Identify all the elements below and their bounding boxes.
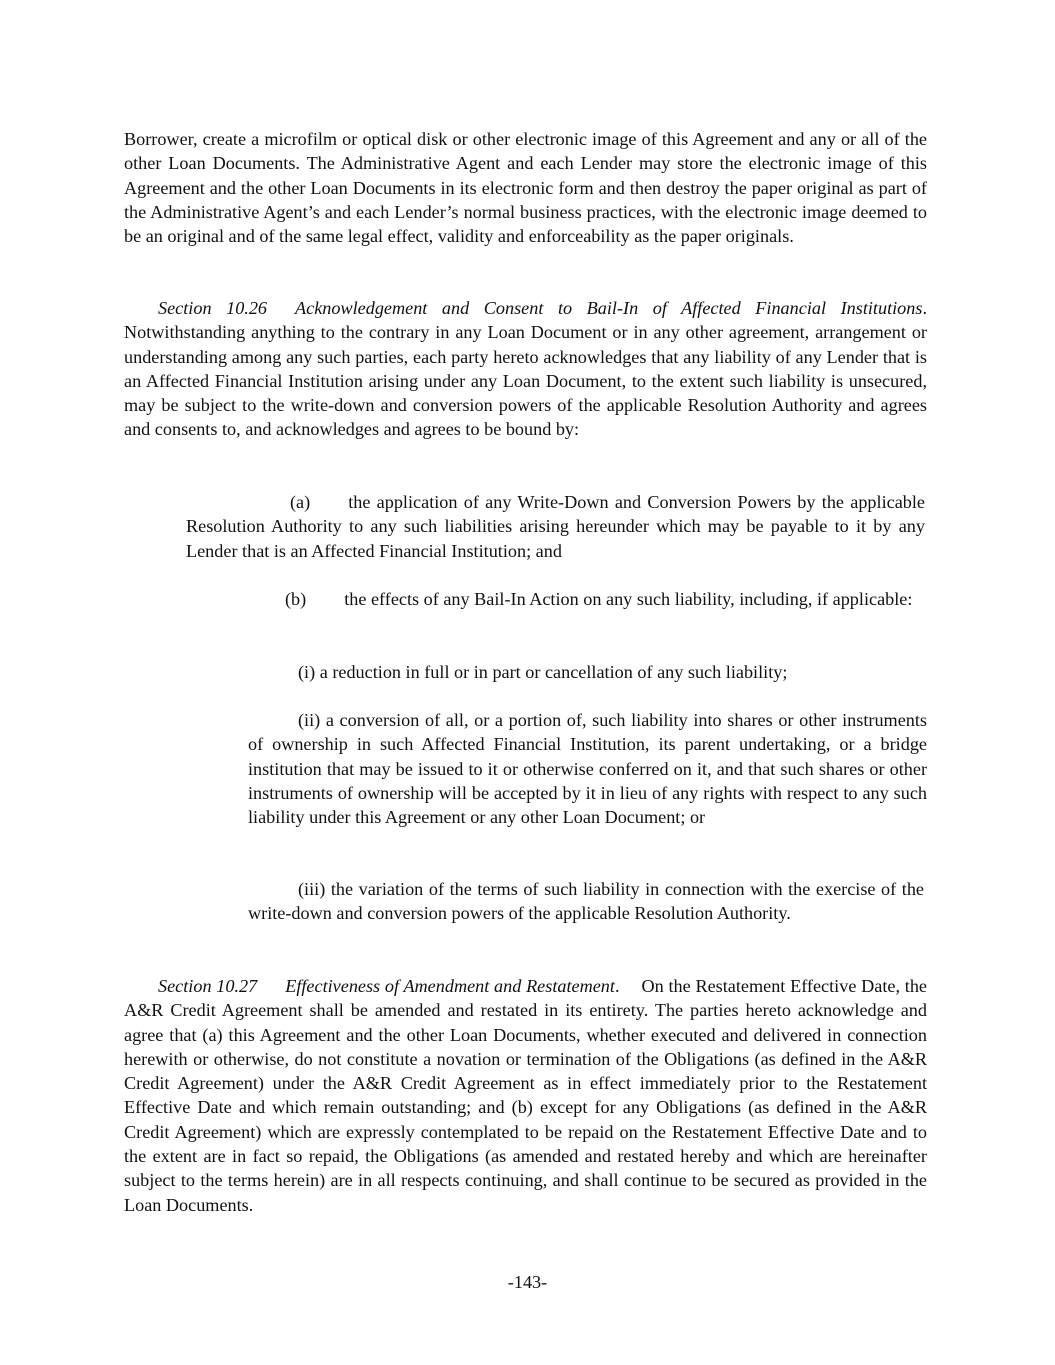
page-number: -143-: [507, 1272, 548, 1292]
continued-paragraph: Borrower, create a microfilm or optical disk or other electronic image of this Agreement and any or all of the other Loan Documents. The Administrative Agent and each Lender may store the electronic image of this Agreement and the other Loan Documents in its electronic form and then destroy the paper original as part of the Administrative Agent’s and each Lender’s normal business practices, with the electronic image deemed to be an original and of the same legal effect, validity and enforceability as the paper originals.: [124, 129, 927, 247]
section-10-27-title-period: .: [614, 976, 620, 996]
section-10-26-title: Acknowledgement and Consent to Bail-In of Affected Financial Institutions: [295, 298, 923, 318]
item-b-text: the effects of any Bail-In Action on any such liability, including, if applicable:: [344, 589, 913, 609]
section-10-27-title: Effectiveness of Amendment and Restatement: [285, 976, 615, 996]
sub-item-i: (i) a reduction in full or in part or cancellation of any such liability;: [298, 662, 788, 682]
sub-item-iii: (iii) the variation of the terms of such liability in connection with the exercise of the write-down and conversion powers of the applicable Resolution Authority.: [248, 879, 924, 924]
sub-item-ii: (ii) a conversion of all, or a portion of, such liability into shares or other instruments of ownership in such Affected Financial Institution, its parent undertaking, or a bridge institution that may be issued to it or otherwise conferred on it, and that such shares or other instruments of ownership will be accepted by it in lieu of any rights with respect to any such liability under this Agreement or any other Loan Document; or: [248, 710, 927, 828]
item-a-paragraph: [186, 490, 925, 563]
section-10-27-paragraph: [124, 974, 927, 1217]
item-b-paragraph: [186, 587, 925, 611]
section-10-27-label: Section 10.27: [158, 976, 258, 996]
section-10-26-title-period: .: [922, 298, 927, 318]
item-a-marker: (a): [290, 492, 311, 512]
section-10-26-label: Section 10.26: [158, 298, 268, 318]
section-10-26-body: Notwithstanding anything to the contrary in any Loan Document or in any other agreement, arrangement or understanding among any such parties, each party hereto acknowledges that any liability of any Lender that is an Affected Financial Institution arising under any Loan Document, to the extent such liability is unsecured, may be subject to the write-down and conversion powers of the applicable Resolution Authority and agrees and consents to, and acknowledges and agrees to be bound by:: [124, 322, 927, 440]
section-10-27-body: On the Restatement Effective Date, the A&R Credit Agreement shall be amended and restated in its entirety. The parties hereto acknowledge and agree that (a) this Agreement and the other Loan Documents, whether executed and delivered in connection herewith or otherwise, do not constitute a novation or termination of the Obligations (as defined in the A&R Credit Agreement) under the A&R Credit Agreement as in effect immediately prior to the Restatement Effective Date and which remain outstanding; and (b) except for any Obligations (as defined in the A&R Credit Agreement) which are expressly contemplated to be repaid on the Restatement Effective Date and to the extent are in fact so repaid, the Obligations (as amended and restated hereby and which are hereinafter subject to the terms herein) are in all respects continuing, and shall continue to be secured as provided in the Loan Documents.: [124, 976, 927, 1215]
item-a-text: the application of any Write-Down and Conversion Powers by the applicable Resolution Authority to any such liabilities arising hereunder which may be payable to it by any Lender that is an Affected Financial Institution; and: [186, 492, 925, 561]
item-b-marker: (b): [285, 589, 307, 609]
section-10-26-paragraph: [124, 296, 927, 442]
